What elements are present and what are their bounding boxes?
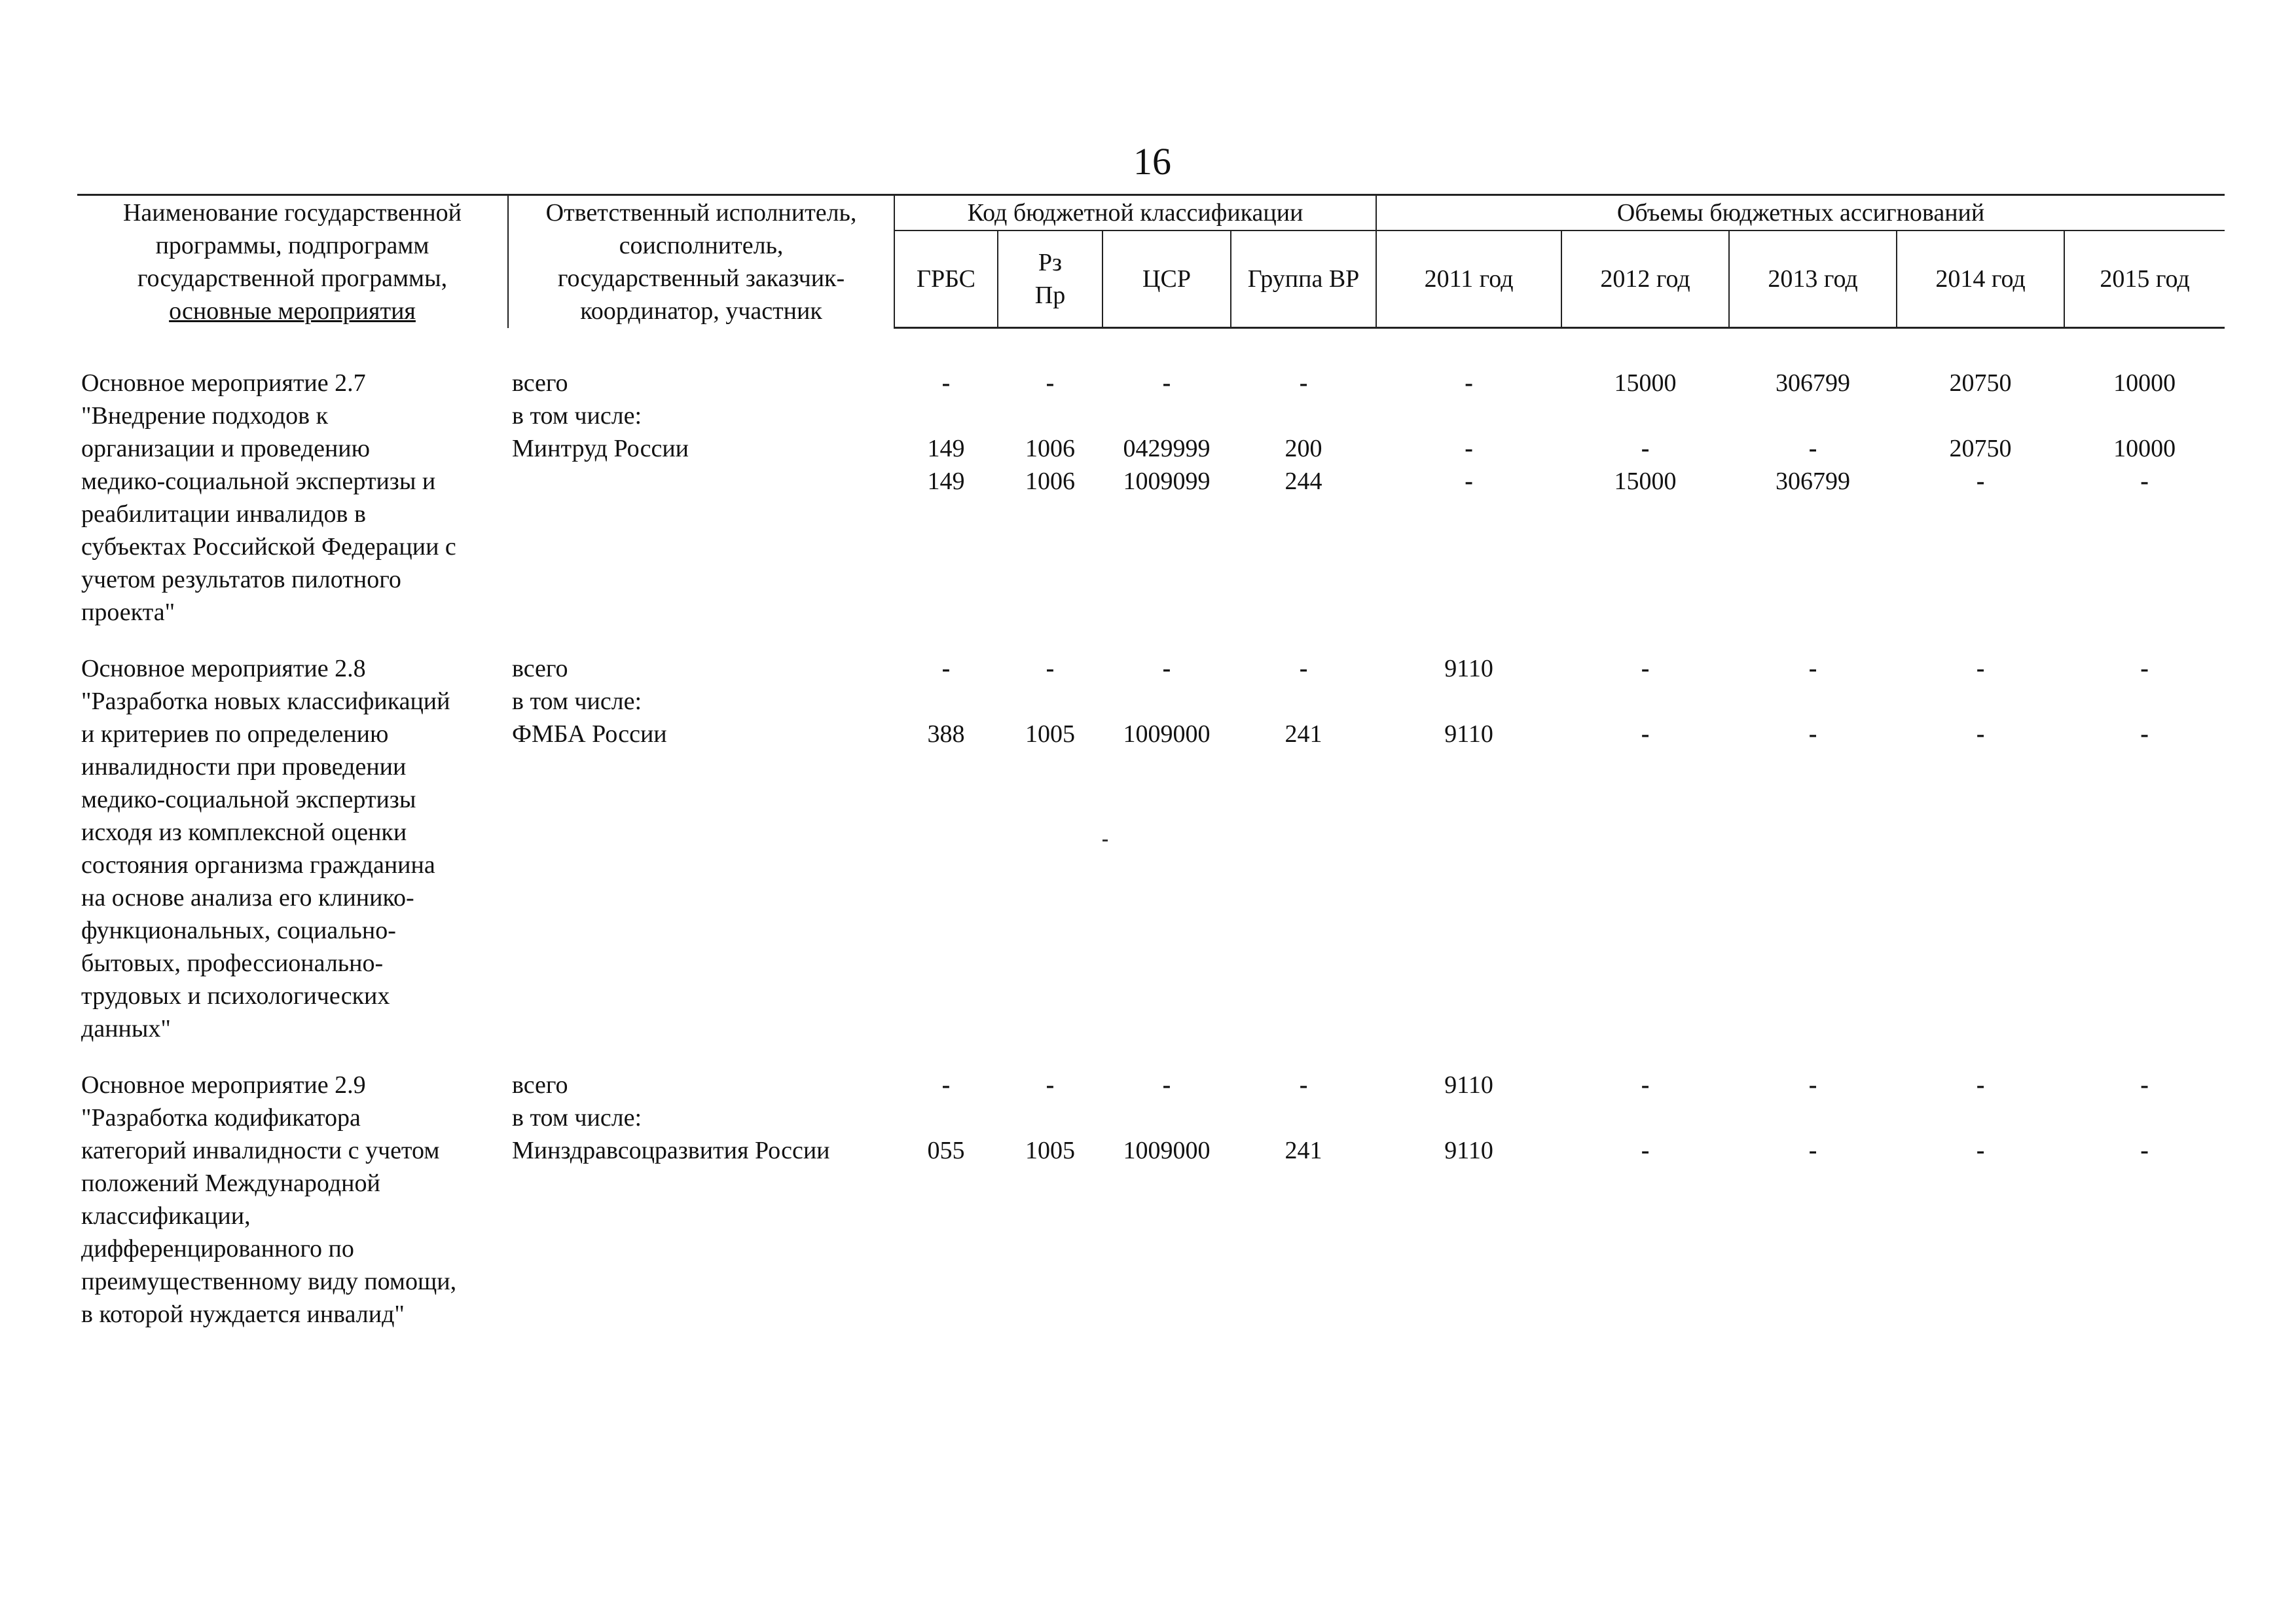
header-line: программы, подпрограмм xyxy=(155,231,429,259)
header-rz-pr xyxy=(998,231,1102,328)
value: 1009099 xyxy=(1123,468,1211,495)
empty-line xyxy=(894,399,998,432)
value: - xyxy=(1465,369,1473,397)
table-header xyxy=(77,195,2225,328)
header-line: координатор, участник xyxy=(580,297,822,325)
header-line: соисполнитель, xyxy=(619,231,784,259)
executor-line: Минтруд России xyxy=(512,435,689,462)
header-year-2013: 2013 год xyxy=(1729,231,1897,328)
header-year-2012: 2012 год xyxy=(1561,231,1729,328)
cell-year-2012 xyxy=(1561,367,1729,629)
value: - xyxy=(1808,435,1817,462)
cell-year-2014 xyxy=(1897,1069,2064,1331)
value: - xyxy=(1976,1071,1985,1099)
activity-name-line: категорий инвалидности с учетом xyxy=(81,1137,440,1164)
activity-executor xyxy=(508,367,894,629)
empty-line xyxy=(2064,685,2225,718)
cell-grbs xyxy=(894,1069,998,1331)
activity-name-line: учетом результатов пилотного xyxy=(81,566,401,593)
activity-executor xyxy=(508,1069,894,1331)
cell-year-2013 xyxy=(1729,367,1897,629)
activity-name-line: классификации, xyxy=(81,1202,251,1230)
empty-line xyxy=(1561,685,1729,718)
value: 9110 xyxy=(1444,1071,1493,1099)
empty-line xyxy=(998,399,1102,432)
empty-line xyxy=(1729,1101,1897,1134)
activity-name-line: и критериев по определению xyxy=(81,720,389,748)
cell-rz-pr xyxy=(998,652,1102,1045)
activity-row xyxy=(77,1069,2225,1331)
budget-allocation-table xyxy=(77,194,2225,1331)
value: 1009000 xyxy=(1123,720,1211,748)
activity-name-line: медико-социальной экспертизы и xyxy=(81,468,436,495)
activity-name-line: реабилитации инвалидов в xyxy=(81,500,366,528)
empty-line xyxy=(1897,399,2064,432)
cell-year-2011 xyxy=(1376,367,1561,629)
value: 1005 xyxy=(1025,1137,1075,1164)
value: 9110 xyxy=(1444,655,1493,682)
value: - xyxy=(1299,655,1308,682)
activity-row xyxy=(77,367,2225,629)
value: - xyxy=(941,655,951,682)
empty-line xyxy=(1561,399,1729,432)
value: 9110 xyxy=(1444,720,1493,748)
cell-year-2013 xyxy=(1729,1069,1897,1331)
activity-executor xyxy=(508,652,894,1045)
value: 055 xyxy=(927,1137,965,1164)
activity-name-line: "Разработка кодификатора xyxy=(81,1104,361,1132)
activity-name-line: на основе анализа его клинико- xyxy=(81,884,414,912)
activity-name-line: в которой нуждается инвалид" xyxy=(81,1301,405,1328)
value: - xyxy=(1046,1071,1055,1099)
value: - xyxy=(1808,655,1817,682)
empty-line xyxy=(1561,1101,1729,1134)
cell-csr xyxy=(1102,652,1231,1045)
value: 388 xyxy=(927,720,965,748)
header-grbs: ГРБС xyxy=(894,231,998,328)
activity-name-line: организации и проведению xyxy=(81,435,371,462)
value: - xyxy=(1808,1137,1817,1164)
value: 306799 xyxy=(1776,468,1851,495)
executor-line: ФМБА России xyxy=(512,720,667,748)
empty-line xyxy=(998,685,1102,718)
value: - xyxy=(2140,655,2149,682)
header-line: Рз xyxy=(1038,249,1063,276)
empty-line xyxy=(998,1101,1102,1134)
value: 0429999 xyxy=(1123,435,1211,462)
activity-name-line: проекта" xyxy=(81,599,175,626)
empty-line xyxy=(1102,1101,1231,1134)
executor-line: всего xyxy=(512,369,568,397)
activity-name-line: инвалидности при проведении xyxy=(81,753,407,781)
activity-name-line: "Разработка новых классификаций xyxy=(81,688,450,715)
value: - xyxy=(1976,468,1985,495)
value: 241 xyxy=(1285,1137,1322,1164)
cell-year-2014 xyxy=(1897,367,2064,629)
activity-name-line: дифференцированного по xyxy=(81,1235,354,1263)
value: - xyxy=(1976,1137,1985,1164)
header-allocation-group: Объемы бюджетных ассигнований xyxy=(1376,195,2225,231)
header-executor xyxy=(508,195,894,328)
executor-line: в том числе: xyxy=(512,402,642,430)
value: - xyxy=(941,369,951,397)
row-separator xyxy=(77,1045,2225,1069)
cell-rz-pr xyxy=(998,367,1102,629)
value: 149 xyxy=(927,468,965,495)
value: - xyxy=(1808,720,1817,748)
header-line: государственной программы, xyxy=(137,264,448,292)
cell-csr xyxy=(1102,1069,1231,1331)
value: - xyxy=(2140,468,2149,495)
spacer xyxy=(77,1045,2225,1069)
empty-line xyxy=(1729,685,1897,718)
activity-name-line: состояния организма гражданина xyxy=(81,851,435,879)
cell-year-2012 xyxy=(1561,1069,1729,1331)
executor-line: Минздравсоцразвития России xyxy=(512,1137,830,1164)
empty-line xyxy=(1231,685,1376,718)
empty-line xyxy=(894,1101,998,1134)
value: - xyxy=(1641,435,1650,462)
value: - xyxy=(1299,1071,1308,1099)
activity-name xyxy=(77,1069,508,1331)
activity-row xyxy=(77,652,2225,1045)
value: - xyxy=(941,1071,951,1099)
empty-line xyxy=(1729,399,1897,432)
header-year-2011: 2011 год xyxy=(1376,231,1561,328)
header-budget-code-group: Код бюджетной классификации xyxy=(894,195,1376,231)
value: - xyxy=(1162,369,1171,397)
header-line: государственный заказчик- xyxy=(557,264,845,292)
header-csr: ЦСР xyxy=(1102,231,1231,328)
value: - xyxy=(1465,435,1473,462)
cell-year-2015 xyxy=(2064,367,2225,629)
empty-line xyxy=(1897,685,2064,718)
cell-year-2014 xyxy=(1897,652,2064,1045)
activity-name-line: данных" xyxy=(81,1015,171,1043)
executor-line: всего xyxy=(512,655,568,682)
value: 20750 xyxy=(1949,435,2012,462)
cell-year-2011 xyxy=(1376,652,1561,1045)
cell-year-2013 xyxy=(1729,652,1897,1045)
empty-line xyxy=(894,685,998,718)
empty-line xyxy=(1102,685,1231,718)
value: - xyxy=(1046,655,1055,682)
value: 15000 xyxy=(1614,369,1677,397)
table-body xyxy=(77,328,2225,1331)
header-year-2015: 2015 год xyxy=(2064,231,2225,328)
header-vr-group: Группа ВР xyxy=(1231,231,1376,328)
value: - xyxy=(1641,720,1650,748)
value: 244 xyxy=(1285,468,1322,495)
cell-year-2015 xyxy=(2064,1069,2225,1331)
executor-line: в том числе: xyxy=(512,1104,642,1132)
cell-grbs xyxy=(894,652,998,1045)
header-line: Пр xyxy=(1034,282,1066,309)
value: 200 xyxy=(1285,435,1322,462)
value: - xyxy=(1641,655,1650,682)
header-program-name xyxy=(77,195,508,328)
scan-mark xyxy=(1102,840,1108,841)
header-line: Наименование государственной xyxy=(122,198,462,227)
value: - xyxy=(2140,720,2149,748)
spacer xyxy=(77,328,2225,367)
activity-name-line: "Внедрение подходов к xyxy=(81,402,329,430)
activity-name-line: трудовых и психологических xyxy=(81,982,390,1010)
row-separator xyxy=(77,629,2225,652)
value: 306799 xyxy=(1776,369,1851,397)
value: - xyxy=(1976,720,1985,748)
value: - xyxy=(1465,468,1473,495)
cell-vr-group xyxy=(1231,652,1376,1045)
cell-year-2015 xyxy=(2064,652,2225,1045)
cell-year-2011 xyxy=(1376,1069,1561,1331)
activity-name-line: субъектах Российской Федерации с xyxy=(81,533,456,561)
page-number: 16 xyxy=(1133,140,1171,183)
empty-line xyxy=(1376,685,1561,718)
cell-grbs xyxy=(894,367,998,629)
value: - xyxy=(2140,1137,2149,1164)
activity-name xyxy=(77,367,508,629)
activity-name-line: функциональных, социально- xyxy=(81,917,396,944)
value: - xyxy=(2140,1071,2149,1099)
empty-line xyxy=(2064,399,2225,432)
executor-line: в том числе: xyxy=(512,688,642,715)
activity-name-line: исходя из комплексной оценки xyxy=(81,819,407,846)
value: - xyxy=(1299,369,1308,397)
value: - xyxy=(1641,1071,1650,1099)
value: 9110 xyxy=(1444,1137,1493,1164)
header-line: основные мероприятия xyxy=(169,297,416,325)
activity-name-line: бытовых, профессионально- xyxy=(81,950,384,977)
value: 1006 xyxy=(1025,435,1075,462)
value: 149 xyxy=(927,435,965,462)
activity-name-line: Основное мероприятие 2.7 xyxy=(81,369,366,397)
value: - xyxy=(1162,1071,1171,1099)
executor-line: всего xyxy=(512,1071,568,1099)
value: 20750 xyxy=(1949,369,2012,397)
empty-line xyxy=(1231,1101,1376,1134)
value: 10000 xyxy=(2113,369,2176,397)
cell-csr xyxy=(1102,367,1231,629)
empty-line xyxy=(2064,1101,2225,1134)
empty-line xyxy=(1897,1101,2064,1134)
spacer xyxy=(77,629,2225,652)
activity-name-line: медико-социальной экспертизы xyxy=(81,786,416,813)
value: - xyxy=(1808,1071,1817,1099)
activity-name-line: Основное мероприятие 2.9 xyxy=(81,1071,366,1099)
value: 10000 xyxy=(2113,435,2176,462)
empty-line xyxy=(1102,399,1231,432)
value: - xyxy=(1046,369,1055,397)
value: 1009000 xyxy=(1123,1137,1211,1164)
value: 1006 xyxy=(1025,468,1075,495)
cell-vr-group xyxy=(1231,367,1376,629)
cell-year-2012 xyxy=(1561,652,1729,1045)
cell-rz-pr xyxy=(998,1069,1102,1331)
activity-name-line: преимущественному виду помощи, xyxy=(81,1268,457,1295)
header-line: Ответственный исполнитель, xyxy=(545,198,857,227)
value: - xyxy=(1641,1137,1650,1164)
activity-name-line: Основное мероприятие 2.8 xyxy=(81,655,366,682)
header-year-2014: 2014 год xyxy=(1897,231,2064,328)
value: - xyxy=(1162,655,1171,682)
activity-name-line: положений Международной xyxy=(81,1170,380,1197)
value: - xyxy=(1976,655,1985,682)
empty-line xyxy=(1376,399,1561,432)
empty-line xyxy=(1376,1101,1561,1134)
value: 241 xyxy=(1285,720,1322,748)
cell-vr-group xyxy=(1231,1069,1376,1331)
activity-name xyxy=(77,652,508,1045)
value: 15000 xyxy=(1614,468,1677,495)
value: 1005 xyxy=(1025,720,1075,748)
empty-line xyxy=(1231,399,1376,432)
